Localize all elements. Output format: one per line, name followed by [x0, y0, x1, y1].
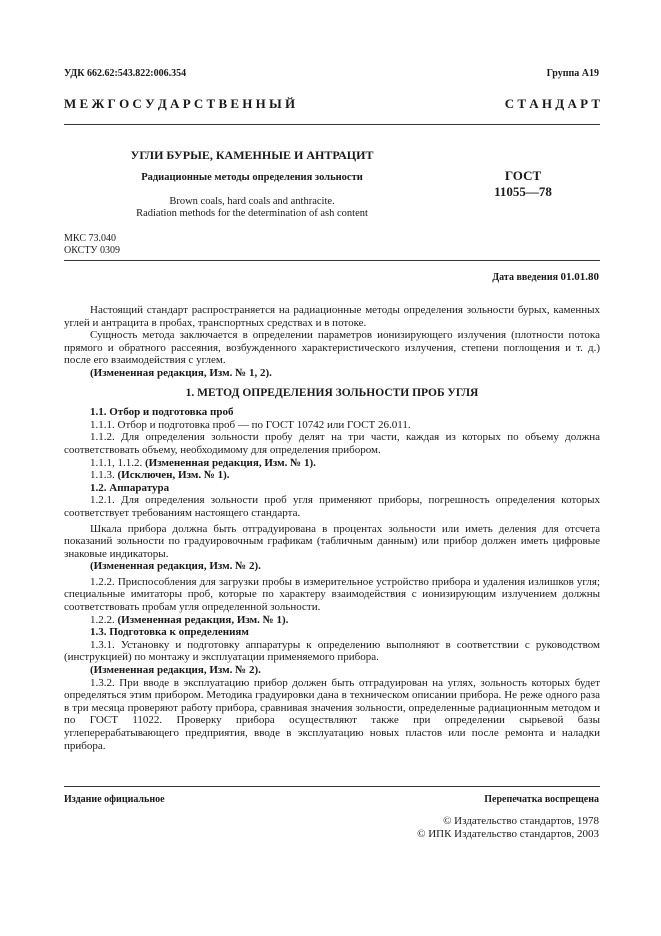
clause-1-1-1: 1.1.1. Отбор и подготовка проб — по ГОСТ 10742 или ГОСТ 26.011.	[90, 418, 411, 431]
codes-rule	[64, 260, 600, 261]
footer-rule	[64, 786, 600, 787]
title-en-line2: Radiation methods for the determination of ash content	[136, 208, 368, 219]
paragraph-essence: Сущность метода заключается в определении параметров ионизирующего излучения (плотности потока прямого и обратного рассеяния, возбужденного характеристического излучения, степени поглощения и т. д.) после его взаимодействия с углем.	[64, 329, 600, 367]
copyright-1978: © Издательство стандартов, 1978	[443, 815, 599, 827]
clause-1-2-1-scale: Шкала прибора должна быть отградуирована в процентах зольности или иметь деления для отсчета показаний зольности по градуировочным графикам (табличным данным) или прибор должен иметь цифровые знаковые индикаторы.	[64, 522, 600, 560]
clause-1-3-1: 1.3.1. Установку и подготовку аппаратуры к определению выполняют в соответствии с руководством (инструкцией) по монтажу и эксплуатации применяемого прибора.	[64, 638, 600, 664]
title-ru-sub: Радиационные методы определения зольности	[141, 172, 363, 183]
group-code: Группа А19	[546, 68, 599, 79]
amendment-prefix: 1.1.1, 1.1.2.	[90, 456, 143, 469]
clause-1-1-2: 1.1.2. Для определения зольности пробу делят на три части, каждая из которых по объему должна соответствовать объему, необходимому для определения прибором.	[64, 431, 600, 456]
amendment-prefix: 1.2.2.	[90, 613, 115, 626]
gost-label: ГОСТ	[504, 168, 542, 183]
subsection-heading-1-1: 1.1. Отбор и подготовка проб	[90, 406, 234, 419]
official-edition: Издание официальное	[64, 794, 165, 805]
mks-code: МКС 73.040	[64, 233, 116, 244]
paragraph-scope: Настоящий стандарт распространяется на радиационные методы определения зольности бурых, каменных углей и антрацита в пробах, транспортных средствах и в потоке.	[64, 304, 600, 329]
clause-excluded: (Исключен, Изм. № 1).	[117, 469, 230, 482]
copyright-block	[417, 815, 599, 841]
subsection-heading-1-2: 1.2. Аппаратура	[90, 481, 170, 494]
gost-designation	[478, 168, 568, 200]
clause-1-1-2-amendment	[64, 457, 600, 470]
section-heading-1: 1. МЕТОД ОПРЕДЕЛЕНИЯ ЗОЛЬНОСТИ ПРОБ УГЛЯ	[185, 386, 479, 399]
amendment-text: (Измененная редакция, Изм. № 1).	[117, 613, 289, 626]
clause-1-2-1: 1.2.1. Для определения зольности проб угля применяют приборы, погрешность определения которых соответствует требованиям настоящего стандарта.	[64, 494, 600, 519]
clause-1-3-2: 1.3.2. При вводе в эксплуатацию прибор должен быть отградуирован на углях, зольность которых будет определяться этим прибором. Методика градуировки дана в техническом описании прибора. Не реже одного раза в три месяца проверяют работу прибора, сравнивая значения зольности, определенные радиационным методом и по ГОСТ 11022. Проверку прибора осуществляют также при определении сырьевой базы углеперерабатывающего предприятия, вводе в эксплуатацию новых пластов или после ремонта и наладки прибора.	[64, 676, 600, 752]
title-ru-main: УГЛИ БУРЫЕ, КАМЕННЫЕ И АНТРАЦИТ	[130, 148, 374, 162]
clause-1-1-3	[64, 469, 600, 482]
date-label: Дата введения	[492, 272, 558, 283]
copyright-2003: © ИПК Издательство стандартов, 2003	[417, 828, 599, 840]
amendment-text: (Измененная редакция, Изм. № 1).	[145, 456, 316, 469]
banner-left: М Е Ж Г О С У Д А Р С Т В Е Н Н Ы Й	[64, 96, 296, 111]
okstu-code: ОКСТУ 0309	[64, 245, 121, 256]
paragraph-amendment: (Измененная редакция, Изм. № 1, 2).	[90, 366, 272, 379]
title-en-line1: Brown coals, hard coals and anthracite.	[169, 196, 335, 207]
udk-code: УДК 662.62:543.822:006.354	[64, 68, 187, 79]
gost-number: 11055—78	[494, 184, 552, 199]
clause-1-3-1-amendment: (Измененная редакция, Изм. № 2).	[90, 664, 261, 677]
classification-codes	[64, 233, 120, 257]
clause-1-2-2-amendment	[64, 614, 600, 627]
subsection-heading-1-3: 1.3. Подготовка к определениям	[90, 626, 249, 639]
standard-banner	[64, 96, 600, 112]
header-rule	[64, 124, 600, 125]
banner-right: С Т А Н Д А Р Т	[504, 96, 600, 111]
reprint-prohibited: Перепечатка воспрещена	[484, 794, 599, 805]
date-value: 01.01.80	[560, 271, 599, 283]
clause-number: 1.1.3.	[90, 469, 115, 482]
document-body	[64, 304, 600, 752]
clause-1-2-2: 1.2.2. Приспособления для загрузки пробы в измерительное устройство прибора и удаления излишков угля; специальные имитаторы проб, которые по характеру взаимодействия с ионизирующим излучением должны соответствовать пробам угля определенной зольности.	[64, 575, 600, 614]
introduction-date	[492, 271, 599, 283]
clause-1-2-1-amendment: (Измененная редакция, Изм. № 2).	[90, 560, 261, 573]
